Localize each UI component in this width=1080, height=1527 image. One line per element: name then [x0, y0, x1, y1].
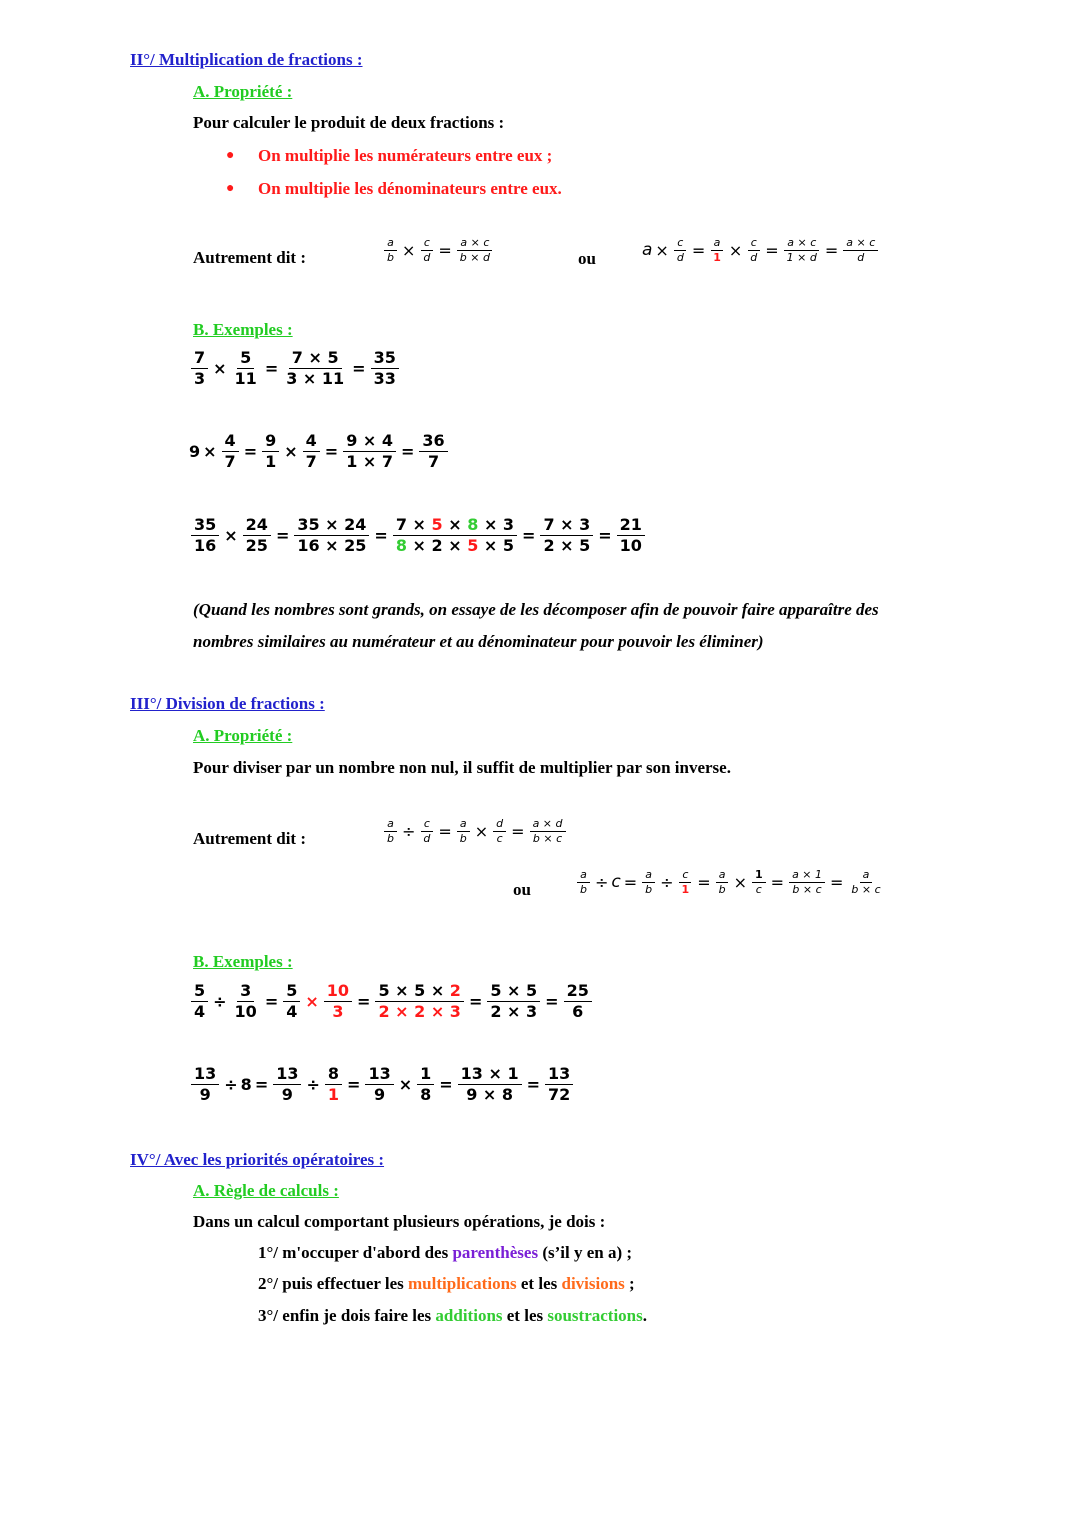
- section-2-otherwise: Autrement dit :: [193, 248, 306, 267]
- mult-example-3: $\frac{35}{16}$ × $\frac{24}{25}$ = $\frac{35 \times 24}{16 \times 25}$ = $\frac{7 \times 5 \times 8 \times 3}{8 \times 2 \times 5 \times 5}$ = $\frac{7 \times 3}{2 \times 5}$ = $\frac{21}{10}$: [189, 515, 647, 556]
- div-example-1: $\frac{5}{4}$ ÷ $\frac{3}{10}$ = $\frac{5}{4}$ × $\frac{10}{3}$ = $\frac{5 \times 5 \times 2}{2 \times 2 \times 3}$ = $\frac{5 \times 5}{2 \times 3}$ = $\frac{25}{6}$: [189, 981, 594, 1022]
- rule-step-2: 2°/ puis effectuer les multiplications et les divisions ;: [258, 1274, 635, 1293]
- section-2-title: II°/ Multiplication de fractions :: [130, 50, 363, 69]
- section-2-property-intro: Pour calculer le produit de deux fractions :: [193, 113, 505, 132]
- bullet-1-text: On multiplie les numérateurs entre eux ;: [258, 146, 553, 165]
- rule-step-3: 3°/ enfin je dois faire les additions et les soustractions.: [258, 1306, 648, 1325]
- mult-integer-formula: a × $\frac{c}{d}$ = $\frac{a}{1}$ × $\frac{c}{d}$ = $\frac{a \times c}{1 \times d}$ = $\frac{a \times c}{d}$: [642, 236, 880, 265]
- div-rule-formula: $\frac{a}{b}$ ÷ $\frac{c}{d}$ = $\frac{a}{b}$ × $\frac{d}{c}$ = $\frac{a \times d}{b \times c}$: [382, 817, 568, 846]
- section-4-rule-intro: Dans un calcul comportant plusieurs opérations, je dois :: [193, 1212, 606, 1231]
- bullet-2-icon: ●: [226, 181, 235, 196]
- section-3-title: III°/ Division de fractions :: [130, 694, 325, 713]
- mult-example-2: 9 × $\frac{4}{7}$ = $\frac{9}{1}$ × $\frac{4}{7}$ = $\frac{9 \times 4}{1 \times 7}$ = $\frac{36}{7}$: [189, 431, 450, 472]
- section-3-otherwise: Autrement dit :: [193, 829, 306, 848]
- section-2-ou: ou: [578, 249, 596, 268]
- bullet-1-icon: ●: [226, 148, 235, 163]
- mult-rule-formula: $\frac{a}{b}$ × $\frac{c}{d}$ = $\frac{a \times c}{b \times d}$: [382, 236, 495, 265]
- div-integer-formula: $\frac{a}{b}$ ÷ c = $\frac{a}{b}$ ÷ $\frac{c}{1}$ = $\frac{a}{b}$ × $\frac{1}{c}$ = $\frac{a \times 1}{b \times c}$ = $\frac{a}{b \times c}$: [575, 868, 886, 897]
- remark-line-1: (Quand les nombres sont grands, on essaye de les décomposer afin de pouvoir faire apparaître des: [193, 600, 879, 619]
- mult-example-1: $\frac{7}{3}$ × $\frac{5}{11}$ = $\frac{7 \times 5}{3 \times 11}$ = $\frac{35}{33}$: [189, 348, 401, 389]
- remark-line-2: nombres similaires au numérateur et au dénominateur pour pouvoir les éliminer): [193, 632, 764, 651]
- section-4-title: IV°/ Avec les priorités opératoires :: [130, 1150, 385, 1169]
- section-3-examples-title: B. Exemples :: [193, 952, 293, 971]
- div-example-2: $\frac{13}{9}$ ÷ 8 = $\frac{13}{9}$ ÷ $\frac{8}{1}$ = $\frac{13}{9}$ × $\frac{1}{8}$ = $\frac{13 \times 1}{9 \times 8}$ = $\frac{13}{72}$: [189, 1064, 575, 1105]
- bullet-2-text: On multiplie les dénominateurs entre eux.: [258, 179, 562, 198]
- section-3-ou: ou: [513, 880, 531, 899]
- section-3-property-title: A. Propriété :: [193, 726, 293, 745]
- section-2-property-title: A. Propriété :: [193, 82, 293, 101]
- section-4-rule-title: A. Règle de calculs :: [193, 1181, 339, 1200]
- rule-step-1: 1°/ m'occuper d'abord des parenthèses (s’il y en a) ;: [258, 1243, 633, 1262]
- section-3-property-text: Pour diviser par un nombre non nul, il suffit de multiplier par son inverse.: [193, 758, 731, 777]
- section-2-examples-title: B. Exemples :: [193, 320, 293, 339]
